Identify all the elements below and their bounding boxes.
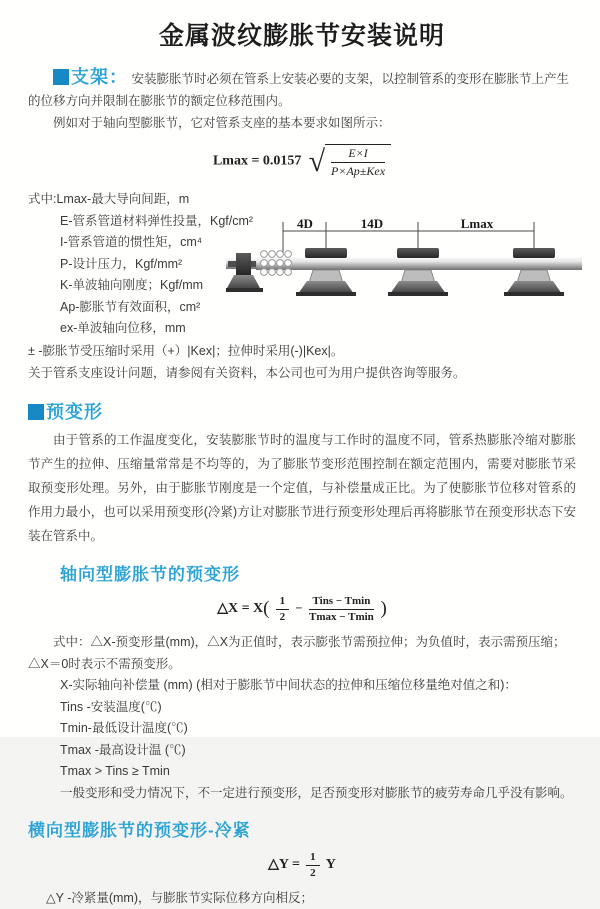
dim-label-lmax: Lmax <box>460 216 494 231</box>
axial-notes-paragraph: 式中：△X-预变形量(mm)，△X为正值时，表示膨张节需预拉伸；为负值时，表示需预压缩；△X＝0时表示不需预变形。 <box>28 635 566 672</box>
axial-preform-formula <box>28 595 576 623</box>
page-title: 金属波纹膨胀节安装说明 <box>158 22 445 50</box>
section-marker-icon <box>53 69 69 85</box>
pipe-support <box>388 248 448 296</box>
pm-note-line: ± -膨胀节受压缩时采用（+）|Kex|；拉伸时采用(-)|Kex|。 <box>28 344 344 358</box>
close-paren: ) <box>380 598 387 620</box>
axial-formula-lhs: △X = X <box>217 601 264 617</box>
axial-sub-heading: 轴向型膨胀节的预变形 <box>60 565 240 584</box>
definition-item: K-单波轴向刚度；Kgf/mm <box>60 278 204 292</box>
fraction-numerator: 1 <box>306 851 320 866</box>
definitions-and-diagram <box>28 189 576 341</box>
fraction-denominator: 2 <box>279 610 286 623</box>
lateral-formula-rhs: Y <box>325 857 336 873</box>
preform-section-label: 预变形 <box>46 402 103 422</box>
support-intro-text: 安装膨胀节时必须在管系上安装必要的支架，以控制管系的变形在膨胀节上产生的位移方向并限制在膨胀节的额定位移范围内。 <box>28 72 569 108</box>
definition-item: ex-单波轴向位移，mm <box>60 321 186 335</box>
lateral-formula-lhs: △Y = <box>268 857 300 873</box>
axial-note-line: 一般变形和受力情况下，不一定进行预变形，足否预变形对膨胀节的疲劳寿命几乎没有影响。 <box>60 785 573 800</box>
one-half-fraction <box>306 851 320 879</box>
lmax-frac-denominator: P×Ap±Kex <box>331 164 386 178</box>
dim-label-14d: 14D <box>360 216 384 231</box>
radical-sign-icon: √ <box>308 145 326 178</box>
square-root <box>309 144 391 179</box>
support-section-label: 支架： <box>71 67 128 87</box>
pipe-support-diagram <box>226 217 582 309</box>
temperature-fraction <box>309 595 375 623</box>
fraction-denominator: 2 <box>310 866 316 879</box>
pipe-support <box>296 248 356 296</box>
lateral-note-line: △Y -冷紧量(mm)，与膨胀节实际位移方向相反； <box>46 890 314 905</box>
pipe <box>256 257 582 270</box>
one-half-fraction <box>276 595 290 623</box>
axial-note-line: Tmax -最高设计温 (℃) <box>60 742 186 757</box>
support-section-intro <box>28 66 576 112</box>
radicand-fraction <box>325 144 391 179</box>
lmax-frac-numerator: E×I <box>331 146 385 163</box>
fraction-numerator: 1 <box>276 595 290 610</box>
lmax-formula <box>28 144 576 179</box>
service-note-line: 关于管系支座设计问题，请参阅有关资料，本公司也可为用户提供咨询等服务。 <box>28 365 466 380</box>
definition-item: P-设计压力，Kgf/mm² <box>60 256 183 271</box>
definitions-lead: 式中:Lmax-最大导向间距，m <box>28 192 190 206</box>
support-example-line: 例如对于轴向型膨胀节，它对管系支座的基本要求如图所示： <box>53 116 391 130</box>
axial-note-line: Tins -安装温度(℃) <box>60 699 162 714</box>
lateral-sub-heading: 横向型膨胀节的预变形-冷紧 <box>28 821 251 841</box>
fraction-denominator: Tmax − Tmin <box>309 610 374 623</box>
axial-note-line: Tmin-最低设计温度(℃) <box>60 721 188 736</box>
preform-body-text: 由于管系的工作温度变化，安装膨胀节时的温度与工作时的温度不同，管系热膨胀冷缩对膨胀节产生的拉伸、压缩量常常是不均等的，为了膨胀节变形范围控制在额定范围内，需要对膨胀节采取预变形处理。另外，由于膨胀节刚度是一个定值，与补偿量成正比。为了使膨胀节位移对管系的作用力最小，也可以采用预变形(冷紧)方让对膨胀节进行预变形处理后再将膨胀节在预变形状态下安装在管系中。 <box>28 433 576 543</box>
section-marker-icon <box>28 404 44 420</box>
definition-item: Ap-膨胀节有效面积，cm² <box>60 299 201 314</box>
preform-section-heading <box>28 398 576 424</box>
axial-note-line: X-实际轴向补偿量 (mm) (相对于膨胀节中间状态的拉伸和压缩位移量绝对值之和)： <box>60 678 517 693</box>
axial-note-line: Tmax > Tins ≥ Tmin <box>60 764 170 779</box>
dim-label-4d: 4D <box>297 216 313 231</box>
fraction-numerator: Tins − Tmin <box>309 595 375 610</box>
definition-item: I-管系管道的惯性矩，cm⁴ <box>60 235 203 249</box>
open-paren: ( <box>263 598 270 620</box>
minus-sign: − <box>295 601 303 616</box>
pipe-support <box>504 248 564 296</box>
lmax-formula-lhs: Lmax = 0.0157 <box>212 153 302 169</box>
definition-item: E-管系管道材料弹性投量，Kgf/cm² <box>60 213 254 228</box>
lateral-preform-formula <box>28 851 576 879</box>
